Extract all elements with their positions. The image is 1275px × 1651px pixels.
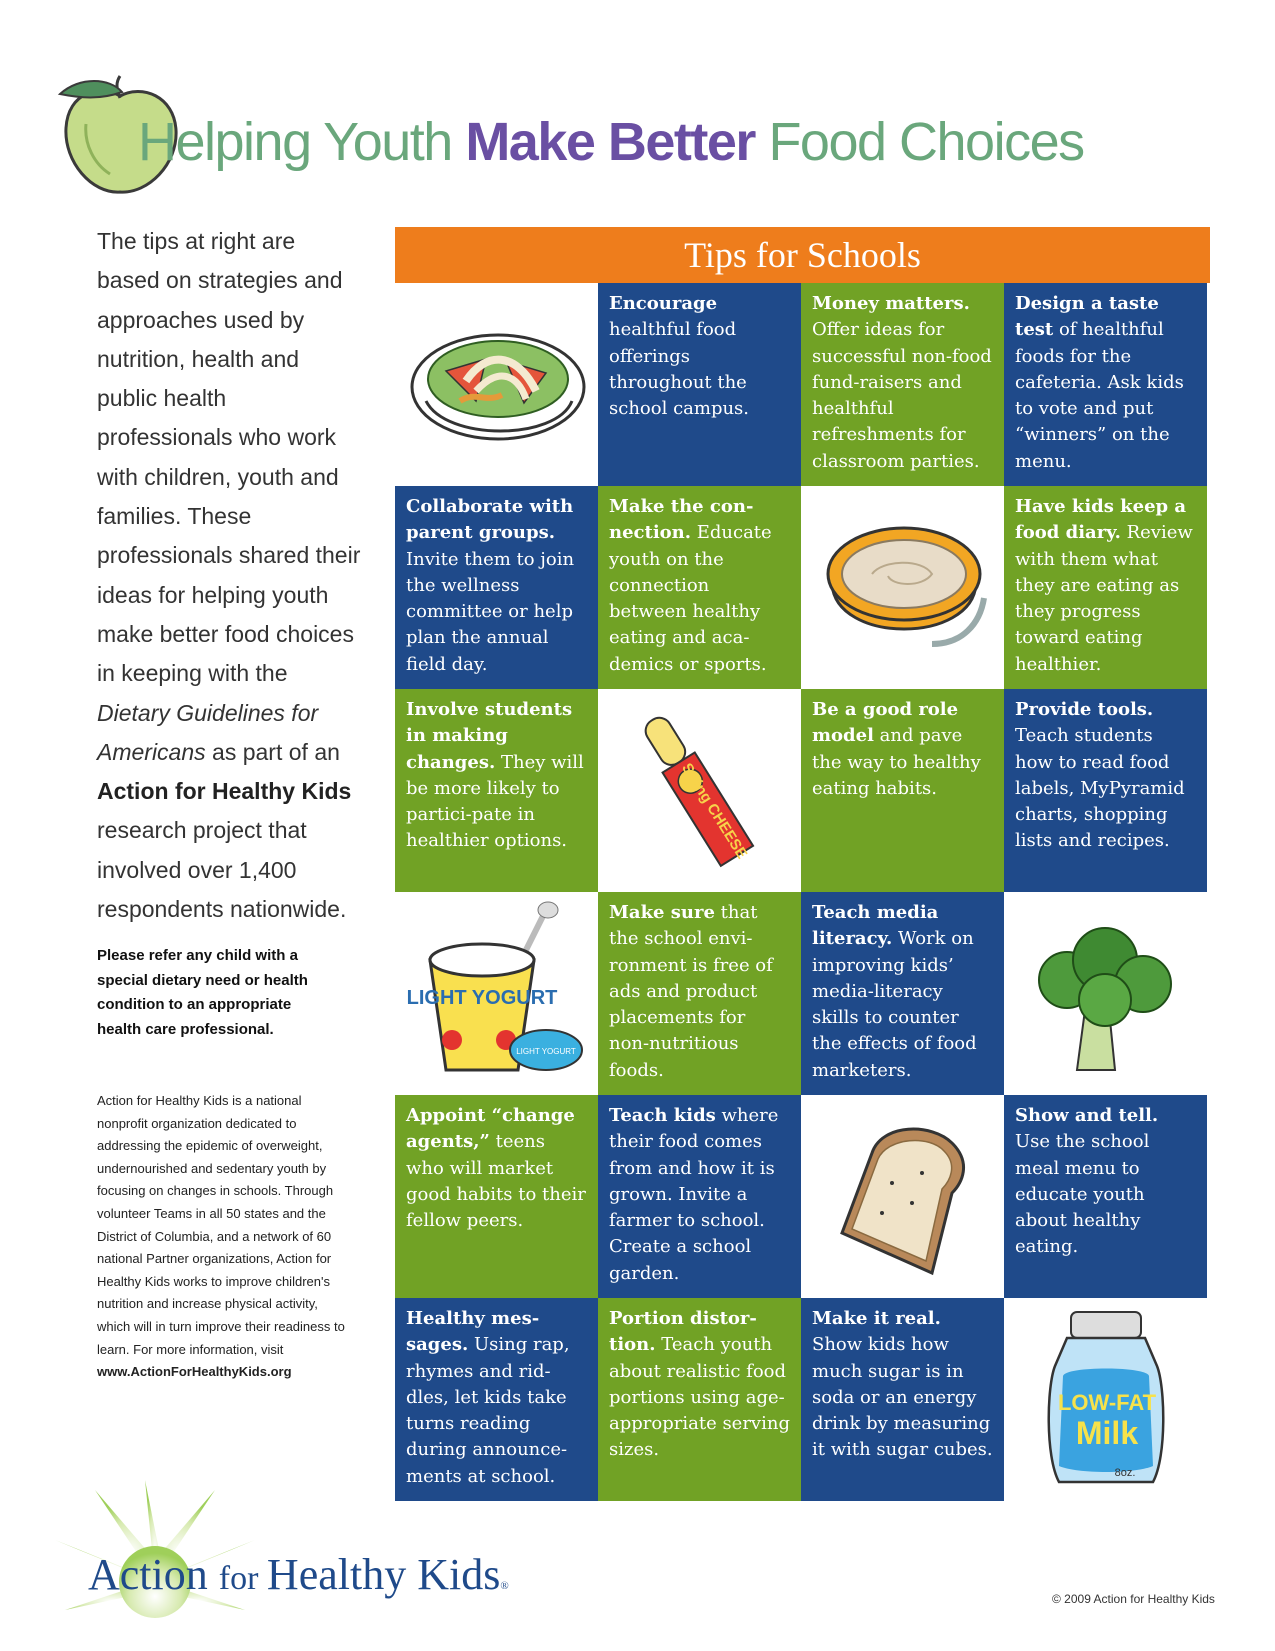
milk-label-2: Milk: [1075, 1415, 1139, 1451]
logo-word-1: Action: [88, 1550, 219, 1599]
tip-show-and-tell: [1004, 1095, 1207, 1298]
milk-icon: [1015, 1306, 1196, 1501]
title-part-2: Make Better: [465, 112, 755, 172]
tip-change-agents: [395, 1095, 598, 1298]
about-paragraph: [97, 1090, 352, 1384]
about-url: www.ActionForHealthyKids.org: [97, 1364, 292, 1380]
soup-bowl-icon: [812, 494, 993, 689]
tip-text: Invite them to join the wellness committee or help plan the annual field day.: [406, 548, 575, 675]
milk-size-label: 8oz.: [1114, 1467, 1136, 1479]
tip-text: that the school envi-ronment is free of ads and product placements for non-nutritious foods.: [609, 902, 773, 1081]
broccoli-illustration-cell: [1004, 892, 1207, 1095]
tip-title: Teach kids: [609, 1105, 716, 1126]
tip-text: of healthful foods for the cafeteria. Ask kids to vote and put “winners” on the menu.: [1015, 319, 1184, 472]
intro-text-3: research project that involved over 1,400 respondents nationwide.: [97, 817, 347, 923]
tip-text: Educate youth on the connection between healthy eating and aca-demics or sports.: [609, 522, 772, 675]
tip-text: Teach youth about realistic food portions using age-appropriate serving sizes.: [609, 1334, 790, 1461]
tips-header: Tips for Schools: [395, 227, 1210, 283]
action-for-healthy-kids-logo: [88, 1549, 509, 1600]
tip-encourage: [598, 283, 801, 486]
tip-text: and pave the way to healthy eating habits.: [812, 725, 981, 799]
string-cheese-label: String CHEESE: [678, 760, 751, 862]
yogurt-icon: [406, 900, 587, 1095]
tip-money-matters: [801, 283, 1004, 486]
tip-food-origin: [598, 1095, 801, 1298]
intro-text-2: as part of an: [205, 738, 340, 765]
tip-title: Portion distor-tion.: [609, 1308, 757, 1356]
copyright: © 2009 Action for Healthy Kids: [1052, 1592, 1215, 1606]
tip-connection: [598, 486, 801, 689]
tip-title: Make the con-nection.: [609, 496, 754, 544]
tip-text: Use the school meal menu to educate youth about healthy eating.: [1015, 1131, 1150, 1258]
tip-title: Involve students in making changes.: [406, 699, 573, 773]
tip-title: Be a good role model: [812, 699, 959, 747]
tip-involve-students: [395, 689, 598, 892]
title-part-1: Helping Youth: [138, 112, 466, 172]
tip-title: Teach media literacy.: [812, 902, 939, 950]
tip-portion-distortion: [598, 1298, 801, 1501]
tip-food-diary: [1004, 486, 1207, 689]
tip-environment: [598, 892, 801, 1095]
logo-registered: ®: [500, 1580, 509, 1592]
tip-title: Have kids keep a food diary.: [1015, 496, 1187, 544]
tip-text: Using rap, rhymes and rid-dles, let kids take turns reading during announce-ments at school.: [406, 1334, 570, 1487]
tip-title: Design a taste test: [1015, 293, 1159, 341]
tip-title: Encourage: [609, 293, 718, 314]
logo-word-3: Healthy Kids: [266, 1550, 501, 1599]
tip-media-literacy: [801, 892, 1004, 1095]
tip-collaborate: [395, 486, 598, 689]
string-cheese-icon: [609, 697, 790, 892]
tip-title: Collaborate with parent groups.: [406, 496, 574, 544]
salad-icon: [406, 291, 587, 486]
page-title: [138, 92, 1084, 192]
tip-text: Teach students how to read food labels, MyPyramid charts, shopping lists and recipes.: [1015, 725, 1185, 852]
tip-taste-test: [1004, 283, 1207, 486]
tip-healthy-messages: [395, 1298, 598, 1501]
soup-illustration-cell: [801, 486, 1004, 689]
tip-title: Money matters.: [812, 293, 970, 314]
tip-text: They will be more likely to partici-pate in healthier options.: [406, 751, 584, 852]
logo-word-2: for: [218, 1560, 267, 1597]
tip-text: where their food comes from and how it is grown. Invite a farmer to school. Create a school garden.: [609, 1105, 779, 1284]
tip-text: Work on improving kids’ media-literacy skills to counter the effects of food marketers.: [812, 928, 977, 1081]
yogurt-label: LIGHT YOGURT: [406, 987, 558, 1009]
salad-illustration-cell: [395, 283, 598, 486]
toast-icon: [812, 1103, 993, 1298]
toast-illustration-cell: [801, 1095, 1004, 1298]
intro-text-1: The tips at right are based on strategies and approaches used by nutrition, health and public health professionals who work with children, youth and families. These professionals shared their ideas for helping youth make better food choices in keeping with the: [97, 228, 361, 687]
yogurt-lid-label: LIGHT YOGURT: [516, 1047, 576, 1056]
title-part-3: Food Choices: [754, 112, 1084, 172]
tip-text: healthful food offerings throughout the school campus.: [609, 319, 750, 420]
tip-title: Healthy mes-sages.: [406, 1308, 540, 1356]
tip-title: Make sure: [609, 902, 715, 923]
tip-text: teens who will market good habits to their fellow peers.: [406, 1131, 586, 1232]
tip-title: Show and tell.: [1015, 1105, 1159, 1126]
tip-title: Provide tools.: [1015, 699, 1154, 720]
tip-title: Appoint “change agents,”: [406, 1105, 575, 1153]
string-cheese-illustration-cell: [598, 689, 801, 892]
milk-illustration-cell: [1004, 1298, 1207, 1501]
tip-role-model: [801, 689, 1004, 892]
tip-text: Offer ideas for successful non-food fund-raisers and healthful refreshments for classroom parties.: [812, 319, 992, 472]
tip-make-it-real: [801, 1298, 1004, 1501]
intro-bold: Action for Healthy Kids: [97, 778, 352, 805]
intro-italic: Dietary Guidelines for Americans: [97, 699, 319, 765]
about-text: Action for Healthy Kids is a national nonprofit organization dedicated to addressing the epidemic of overweight, undernourished and sedentary youth by focusing on changes in schools. Through volunteer Teams in all 50 states and the District of Columbia, and a network of 60 national Partner organizations, Action for Healthy Kids works to improve children's nutrition and increase physical activity, which will in turn improve their readiness to learn. For more information, visit: [97, 1093, 345, 1357]
yogurt-illustration-cell: [395, 892, 598, 1095]
tip-title: Make it real.: [812, 1308, 941, 1329]
tip-text: Show kids how much sugar is in soda or an energy drink by measuring it with sugar cubes.: [812, 1334, 993, 1461]
health-note: Please refer any child with a special dietary need or health condition to an appropriate health care professional.: [97, 947, 308, 1038]
intro-paragraph: [97, 222, 362, 929]
milk-label-1: LOW-FAT: [1057, 1390, 1157, 1415]
tip-provide-tools: [1004, 689, 1207, 892]
tip-text: Review with them what they are eating as they progress toward eating healthier.: [1015, 522, 1193, 675]
broccoli-icon: [1015, 900, 1196, 1095]
